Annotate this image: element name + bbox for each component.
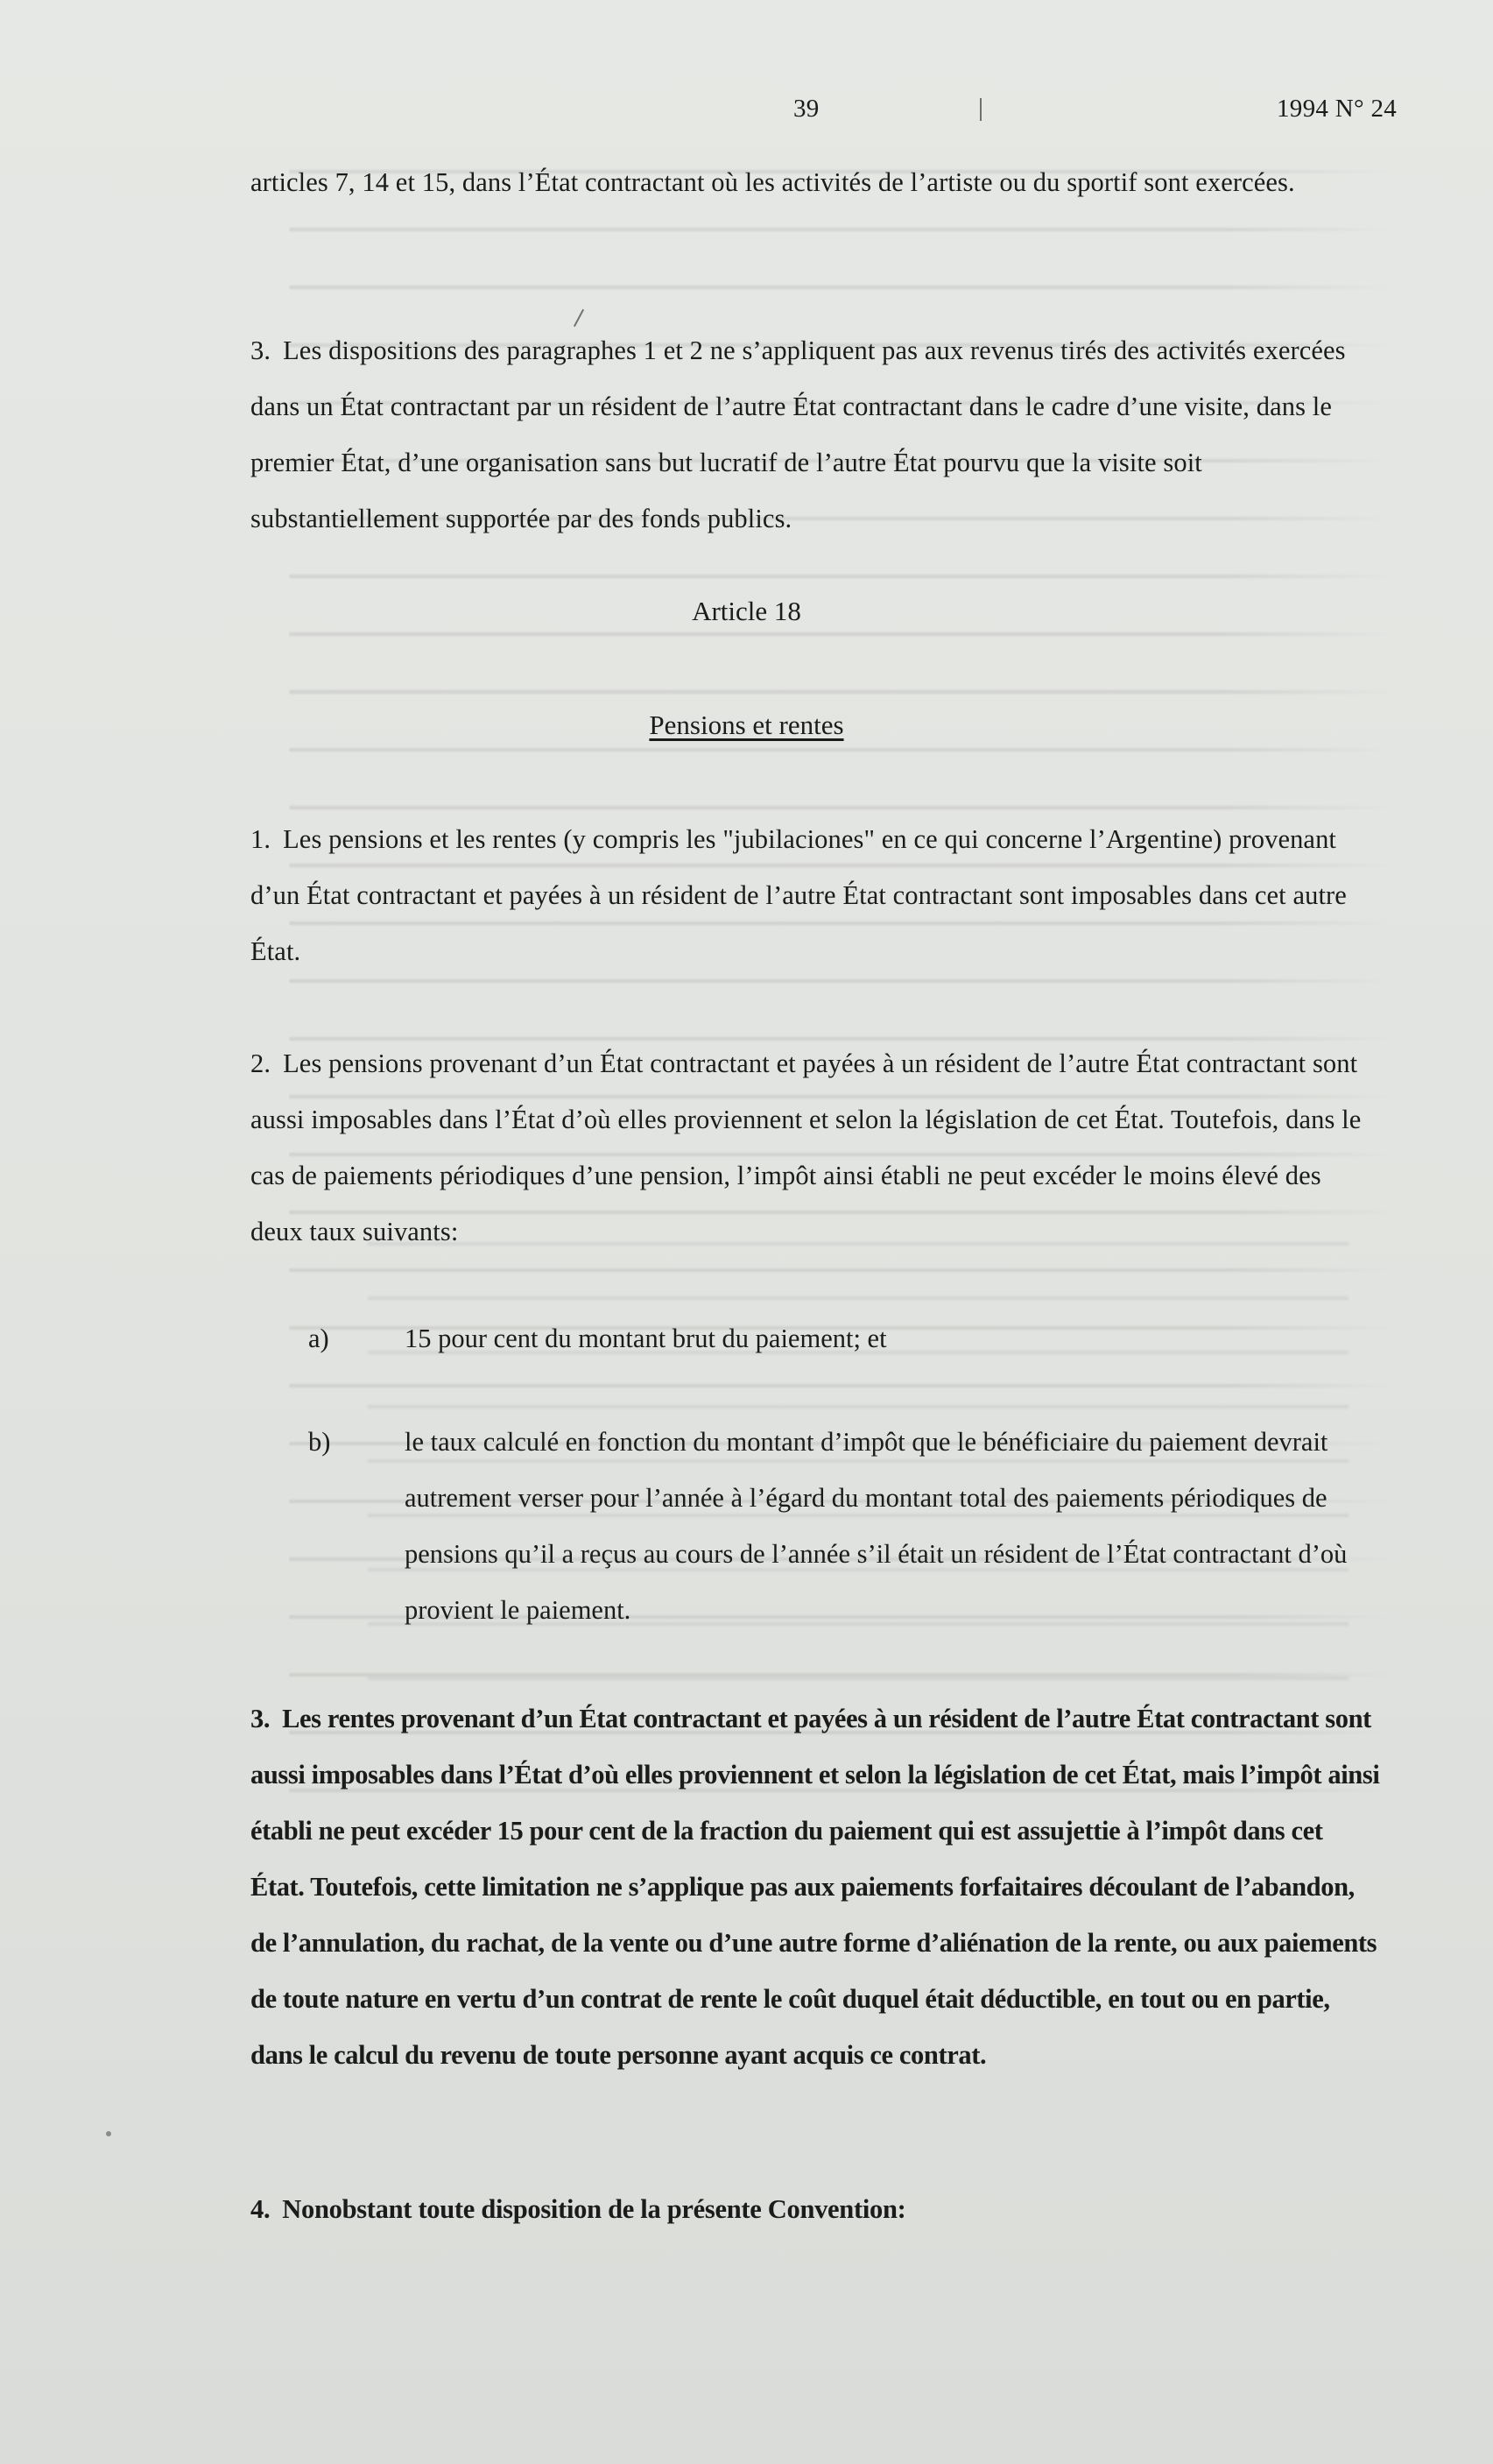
clause-2 [250,1035,1380,1260]
clause-number: 3. [250,1704,271,1733]
clause-number: 1. [250,824,271,854]
paragraph-continuation: articles 7, 14 et 15, dans l’État contractant où les activités de l’artiste ou du sportif sont exercées. [250,167,1295,197]
page-number: 39 [793,95,820,123]
clause-text: Les pensions et les rentes (y compris les "jubilaciones" en ce qui concerne l’Argentine) provenant d’un État contractant et payées à un résident de l’autre État contractant sont imposables dans cet autre État. [250,824,1347,966]
list-item-text: 15 pour cent du montant brut du paiement; et [405,1324,887,1353]
paragraph-number: 3. [250,335,271,365]
clause-4 [250,2181,1380,2237]
clause-number: 4. [250,2194,271,2224]
clause-1 [250,811,1380,979]
list-item-label: a) [308,1324,329,1353]
list-item-text: le taux calculé en fonction du montant d’impôt que le bénéficiaire du paiement devrait autrement verser pour l’année à l’égard du montant total des paiements périodiques de pensions qu’il a reçus au cours de l’année s’il était un résident de l’État contractant d’où provient le paiement. [405,1427,1348,1625]
clause-3 [250,1691,1380,2083]
clause-number: 2. [250,1048,271,1078]
document-reference: 1994 N° 24 [1277,95,1398,123]
paragraph-text: Les dispositions des paragraphes 1 et 2 ne s’appliquent pas aux revenus tirés des activités exercées dans un État contractant par un résident de l’autre État contractant dans le cadre d’une visite, dans le premier État, d’une organisation sans but lucratif de l’autre État pourvu que la visite soit substantiellement supportée par des fonds publics. [250,335,1346,533]
margin-dot [106,2131,111,2136]
margin-mark [980,98,982,121]
clause-text: Nonobstant toute disposition de la présente Convention: [282,2194,906,2224]
clause-text: Les pensions provenant d’un État contractant et payées à un résident de l’autre État contractant sont aussi imposables dans l’État d’où elles proviennent et selon la législation de cet État. Toutefois, dans le cas de paiements périodiques d’une pension, l’impôt ainsi établi ne peut excéder le moins élevé des deux taux suivants: [250,1048,1362,1246]
article-subtitle: Pensions et rentes [649,710,844,740]
paragraph-3 [250,322,1380,547]
list-item-label: b) [308,1427,331,1457]
clause-text: Les rentes provenant d’un État contractant et payées à un résident de l’autre État contractant sont aussi imposables dans l’État d’où elles proviennent et selon la législation de cet État, mais l’impôt ainsi établi ne peut excéder 15 pour cent de la fraction du paiement qui est assujettie à l’impôt dans cet État. Toutefois, cette limitation ne s’applique pas aux paiements forfaitaires découlant de l’abandon, de l’annulation, du rachat, de la vente ou d’une autre forme d’aliénation de la rente, ou aux paiements de toute nature en vertu d’un contrat de rente le coût duquel était déductible, en tout ou en partie, dans le calcul du revenu de toute personne ayant acquis ce contrat. [250,1704,1380,2070]
article-title: Article 18 [692,596,801,626]
